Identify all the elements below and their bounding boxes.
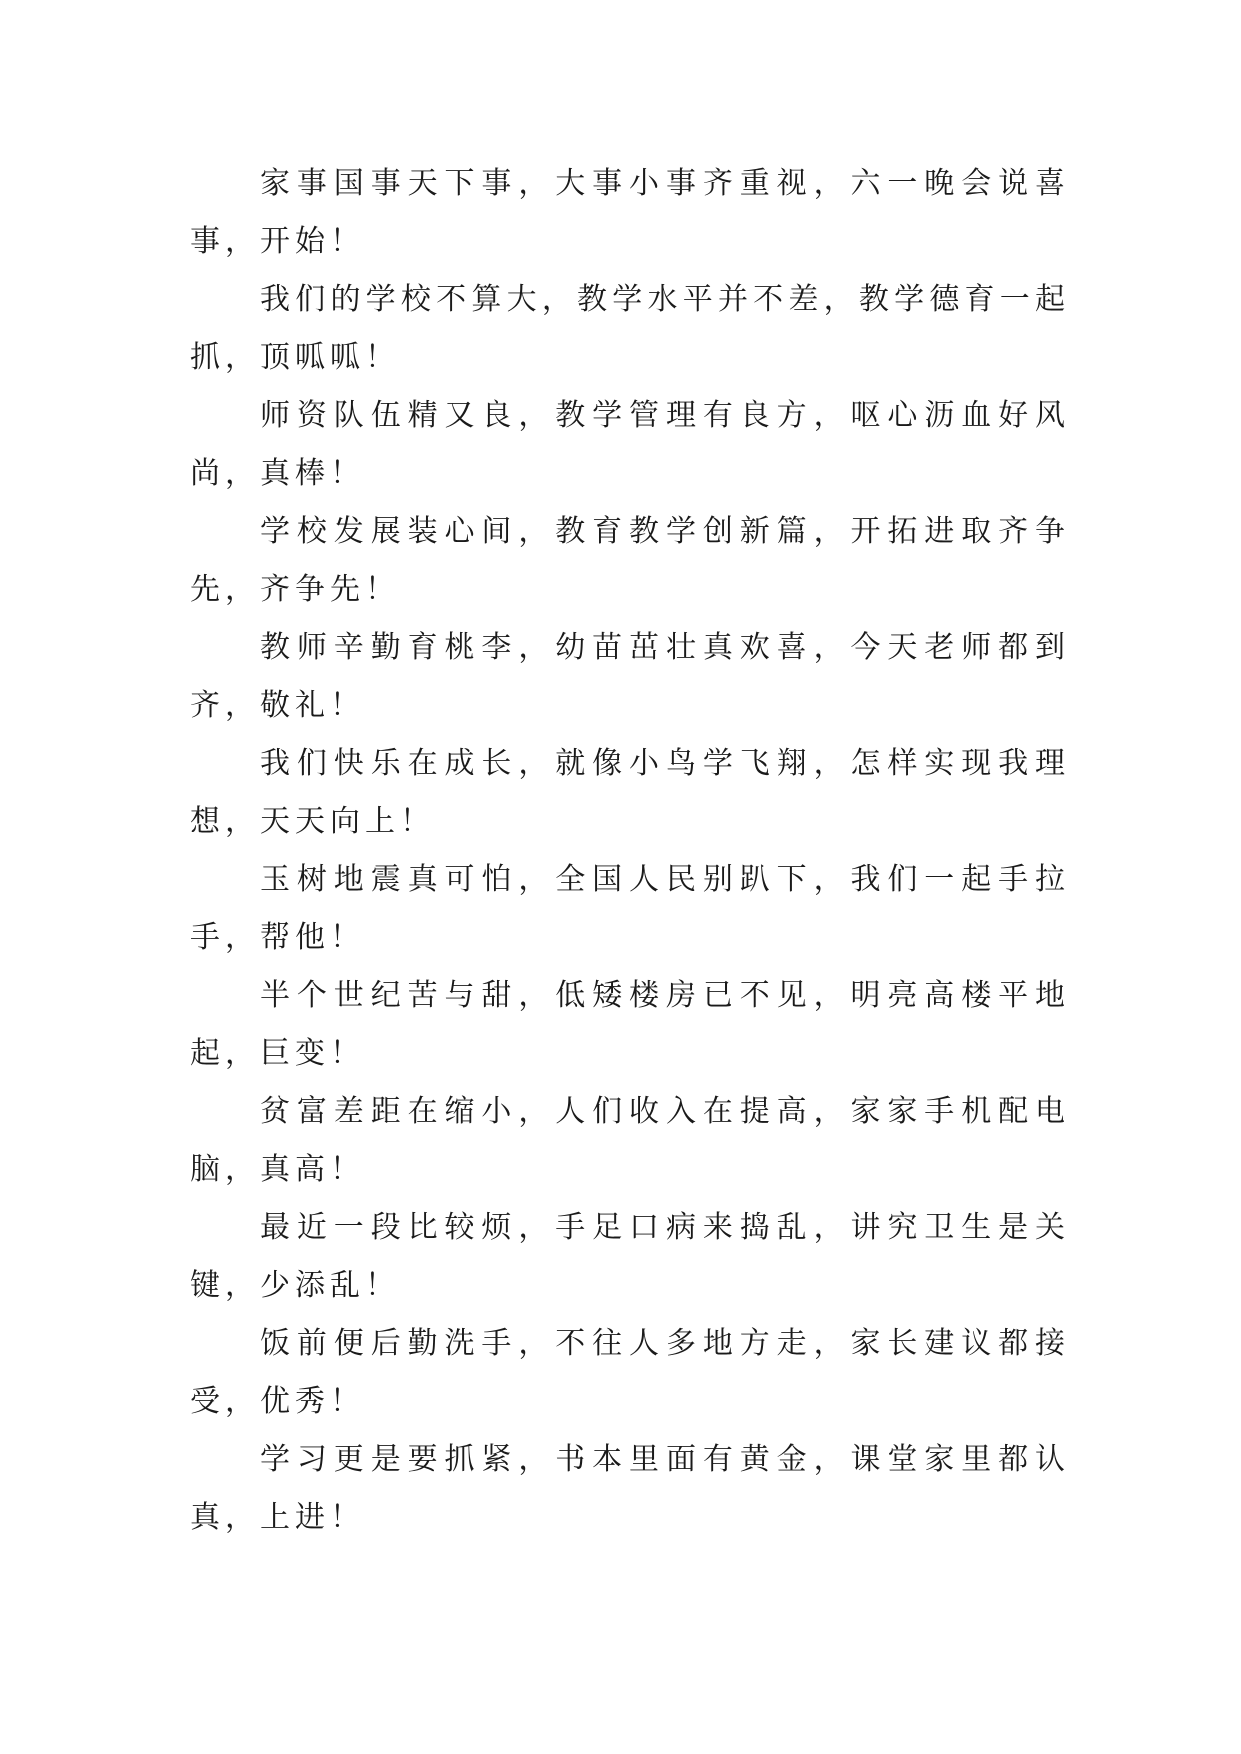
paragraph: 我们快乐在成长，就像小鸟学飞翔，怎样实现我理想，天天向上！ xyxy=(190,746,1070,839)
paragraph: 学校发展装心间，教育教学创新篇，开拓进取齐争先，齐争先！ xyxy=(190,514,1070,607)
paragraph: 家事国事天下事，大事小事齐重视，六一晚会说喜事，开始！ xyxy=(190,166,1070,259)
paragraph: 师资队伍精又良，教学管理有良方，呕心沥血好风尚，真棒！ xyxy=(190,398,1070,491)
paragraph: 教师辛勤育桃李，幼苗茁壮真欢喜，今天老师都到齐，敬礼！ xyxy=(190,630,1070,723)
paragraph: 最近一段比较烦，手足口病来捣乱，讲究卫生是关键，少添乱！ xyxy=(190,1210,1070,1303)
paragraph: 饭前便后勤洗手，不往人多地方走，家长建议都接受，优秀！ xyxy=(190,1326,1070,1419)
paragraph: 半个世纪苦与甜，低矮楼房已不见，明亮高楼平地起，巨变！ xyxy=(190,978,1070,1071)
paragraph: 我们的学校不算大，教学水平并不差，教学德育一起抓，顶呱呱！ xyxy=(190,282,1070,375)
paragraph: 玉树地震真可怕，全国人民别趴下，我们一起手拉手，帮他！ xyxy=(190,862,1070,955)
document-body xyxy=(190,155,1070,1547)
paragraph: 贫富差距在缩小，人们收入在提高，家家手机配电脑，真高！ xyxy=(190,1094,1070,1187)
paragraph: 学习更是要抓紧，书本里面有黄金，课堂家里都认真，上进！ xyxy=(190,1442,1070,1535)
